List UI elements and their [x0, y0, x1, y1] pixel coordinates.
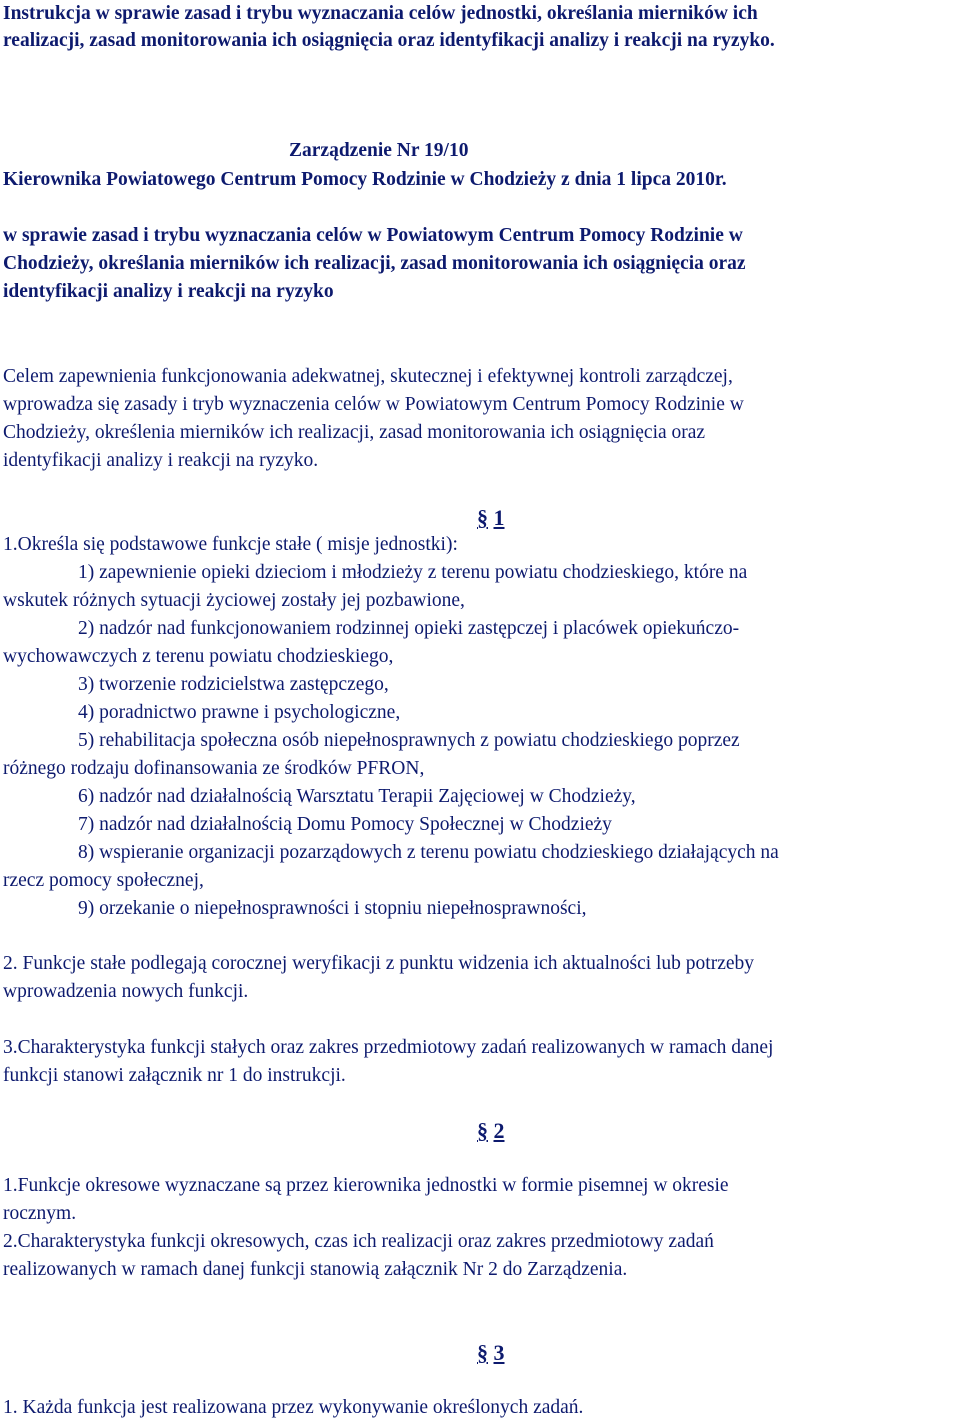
section-1-line: 2) nadzór nad funkcjonowaniem rodzinnej opieki zastępczej i placówek opiekuńczo- — [78, 618, 740, 639]
section-1-line: 1) zapewnienie opieki dzieciom i młodzieży z terenu powiatu chodzieskiego, które na — [78, 562, 748, 583]
order-subject-line-3: identyfikacji analizy i reakcji na ryzyko — [3, 281, 334, 302]
section-1-line: 7) nadzór nad działalnością Domu Pomocy Społecznej w Chodzieży — [78, 814, 612, 835]
section-2-heading — [477, 1117, 505, 1145]
section-1-line: wprowadzenia nowych funkcji. — [3, 981, 249, 1002]
section-1-line: wychowawczych z terenu powiatu chodzieskiego, — [3, 646, 394, 667]
intro-line-2: wprowadza się zasady i tryb wyznaczenia celów w Powiatowym Centrum Pomocy Rodzinie w — [3, 394, 744, 415]
section-3-heading — [477, 1339, 505, 1367]
section-1-symbol: § — [477, 505, 488, 530]
section-2-number: 2 — [493, 1118, 505, 1143]
section-1-heading — [477, 504, 505, 532]
section-1-line: 1.Określa się podstawowe funkcje stałe ( misje jednostki): — [3, 534, 458, 555]
header-line-1: Instrukcja w sprawie zasad i trybu wyznaczania celów jednostki, określania mierników ich — [3, 3, 758, 24]
section-2-line: realizowanych w ramach danej funkcji stanowią załącznik Nr 2 do Zarządzenia. — [3, 1259, 628, 1280]
section-1-number: 1 — [493, 505, 505, 530]
section-3-number: 3 — [493, 1340, 505, 1365]
section-3-symbol: § — [477, 1340, 488, 1365]
section-1-line: 3.Charakterystyka funkcji stałych oraz zakres przedmiotowy zadań realizowanych w ramach danej — [3, 1037, 774, 1058]
order-subtitle: Kierownika Powiatowego Centrum Pomocy Rodzinie w Chodzieży z dnia 1 lipca 2010r. — [3, 169, 727, 190]
order-title: Zarządzenie Nr 19/10 — [289, 140, 469, 161]
section-1-line: wskutek różnych sytuacji życiowej zostały jej pozbawione, — [3, 590, 465, 611]
section-1-line: 5) rehabilitacja społeczna osób niepełnosprawnych z powiatu chodzieskiego poprzez — [78, 730, 740, 751]
section-3-line: 1. Każda funkcja jest realizowana przez wykonywanie określonych zadań. — [3, 1397, 584, 1418]
section-2-line: rocznym. — [3, 1203, 77, 1224]
section-1-line: 2. Funkcje stałe podlegają corocznej weryfikacji z punktu widzenia ich aktualności lub potrzeby — [3, 953, 755, 974]
section-1-line: 3) tworzenie rodzicielstwa zastępczego, — [78, 674, 389, 695]
intro-line-3: Chodzieży, określenia mierników ich realizacji, zasad monitorowania ich osiągnięcia oraz — [3, 422, 706, 443]
section-2-line: 1.Funkcje okresowe wyznaczane są przez kierownika jednostki w formie pisemnej w okresie — [3, 1175, 729, 1196]
section-1-line: 4) poradnictwo prawne i psychologiczne, — [78, 702, 401, 723]
section-1-line: rzecz pomocy społecznej, — [3, 870, 204, 891]
section-1-line: funkcji stanowi załącznik nr 1 do instrukcji. — [3, 1065, 346, 1086]
section-1-line: 9) orzekanie o niepełnosprawności i stopniu niepełnosprawności, — [78, 898, 587, 919]
intro-line-4: identyfikacji analizy i reakcji na ryzyko. — [3, 450, 319, 471]
section-1-line: 8) wspieranie organizacji pozarządowych z terenu powiatu chodzieskiego działających na — [78, 842, 779, 863]
section-2-line: 2.Charakterystyka funkcji okresowych, czas ich realizacji oraz zakres przedmiotowy zadań — [3, 1231, 714, 1252]
section-1-line: 6) nadzór nad działalnością Warsztatu Terapii Zajęciowej w Chodzieży, — [78, 786, 636, 807]
section-2-symbol: § — [477, 1118, 488, 1143]
intro-line-1: Celem zapewnienia funkcjonowania adekwatnej, skutecznej i efektywnej kontroli zarządczej, — [3, 366, 733, 387]
section-1-line: różnego rodzaju dofinansowania ze środków PFRON, — [3, 758, 425, 779]
header-line-2: realizacji, zasad monitorowania ich osiągnięcia oraz identyfikacji analizy i reakcji na ryzyko. — [3, 30, 775, 51]
order-subject-line-1: w sprawie zasad i trybu wyznaczania celów w Powiatowym Centrum Pomocy Rodzinie w — [3, 225, 743, 246]
order-subject-line-2: Chodzieży, określania mierników ich realizacji, zasad monitorowania ich osiągnięcia oraz — [3, 253, 746, 274]
